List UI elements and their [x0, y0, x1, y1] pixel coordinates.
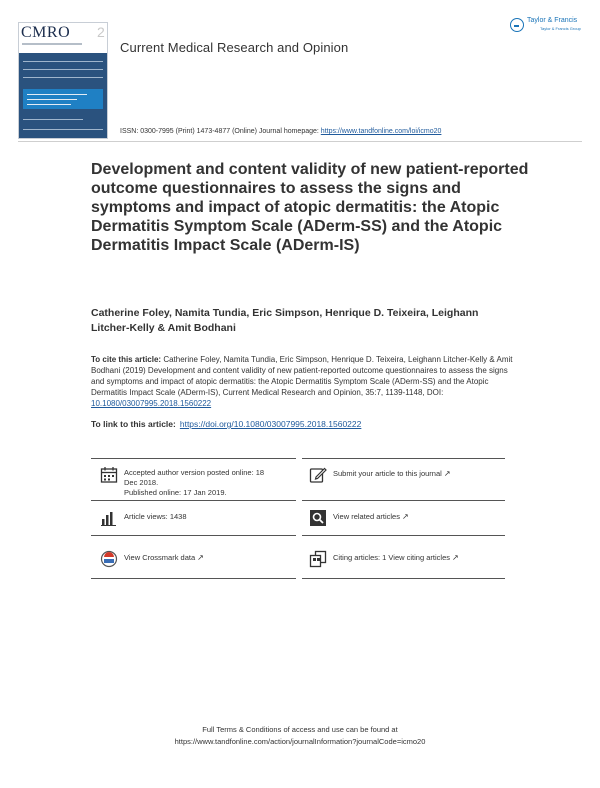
info-grid-line [302, 535, 505, 536]
submit-article-label [333, 469, 451, 479]
cover-rule [23, 77, 103, 78]
citing-articles-text: Citing articles: 1 View citing articles [333, 553, 450, 562]
journal-cover-image [18, 22, 108, 139]
bar-chart-icon [100, 509, 118, 527]
info-grid-line [91, 535, 296, 536]
crossmark-link[interactable] [100, 550, 296, 570]
citing-articles-link[interactable] [309, 550, 505, 570]
calendar-icon [100, 466, 118, 484]
publisher-subname: Taylor & Francis Group [540, 26, 581, 31]
cover-volume-number: 2 [97, 24, 105, 40]
crossmark-icon [100, 550, 118, 568]
citing-articles-label [333, 553, 459, 563]
crossmark-text: View Crossmark data [124, 553, 196, 562]
edit-icon [309, 466, 327, 484]
citation-text: Catherine Foley, Namita Tundia, Eric Simpson, Henrique D. Teixeira, Leighann Litcher-Kelly & Amit Bodhani (2019) Development and content validity of new patient-reported outcome questionnaires to assess the signs and symptoms and impact of atopic dermatitis: the Atopic Dermatitis Symptom Scale (ADerm-SS) and the Atopic Dermatitis Impact Scale (ADerm-IS), Current Medical Research and Opinion, 35:7, 1139-1148, DOI: [91, 355, 513, 397]
article-views-text: Article views: 1438 [124, 512, 187, 521]
accepted-date-cont: Dec 2018. [124, 478, 159, 487]
issn-text: ISSN: 0300-7995 (Print) 1473-4877 (Online) Journal homepage: [120, 128, 321, 135]
related-articles-label [333, 512, 409, 522]
info-grid-line [302, 578, 505, 579]
citing-articles-icon [309, 550, 327, 568]
header-divider [18, 141, 582, 142]
external-link-icon: ↗ [452, 553, 459, 562]
cover-logo: CMRO [21, 24, 71, 41]
cover-rule [23, 61, 103, 62]
external-link-icon: ↗ [443, 469, 451, 478]
article-authors: Catherine Foley, Namita Tundia, Eric Simpson, Henrique D. Teixeira, Leighann Litcher-Kelly & Amit Bodhani [91, 307, 479, 334]
search-document-icon [309, 509, 327, 527]
submit-article-text: Submit your article to this journal [333, 469, 442, 478]
info-grid-line [302, 458, 505, 459]
citation-block [91, 354, 521, 409]
cover-header [19, 23, 107, 53]
publisher-logo-icon [510, 18, 524, 32]
cover-subtitle-line [22, 43, 82, 45]
cover-text-line [27, 104, 71, 105]
cover-rule [23, 119, 83, 120]
publisher-name: Taylor & Francis [527, 17, 578, 24]
info-grid-line [91, 500, 296, 501]
article-link-line [91, 419, 361, 429]
external-link-icon: ↗ [197, 553, 204, 562]
article-doi-url-link[interactable]: https://doi.org/10.1080/03007995.2018.1560222 [179, 419, 362, 429]
related-articles-text: View related articles [333, 512, 400, 521]
published-date: Published online: 17 Jan 2019. [124, 488, 227, 497]
article-views [100, 509, 296, 529]
info-grid-line [91, 458, 296, 459]
journal-homepage-link[interactable]: https://www.tandfonline.com/loi/icmo20 [320, 128, 442, 135]
related-articles-link[interactable] [309, 509, 505, 529]
publisher-logo [510, 16, 586, 36]
info-grid-line [302, 500, 505, 501]
footer [0, 724, 600, 748]
article-link-label: To link to this article: [91, 419, 176, 429]
cover-rule [23, 129, 103, 130]
footer-terms: Full Terms & Conditions of access and use can be found at [202, 725, 398, 734]
cover-text-line [27, 99, 77, 100]
journal-title: Current Medical Research and Opinion [120, 40, 349, 55]
cover-text-line [27, 94, 87, 95]
publication-dates [100, 466, 296, 498]
citation-label: To cite this article: [91, 355, 162, 364]
submit-article-link[interactable] [309, 466, 505, 486]
dates-text [124, 468, 264, 498]
cover-rule [23, 69, 103, 70]
issn-line [120, 128, 441, 135]
citation-doi-link[interactable]: 10.1080/03007995.2018.1560222 [91, 399, 212, 408]
article-title: Development and content validity of new patient-reported outcome questionnaires to assess the signs and symptoms and impact of atopic dermatitis: the Atopic Dermatitis Symptom Scale (ADerm-SS) and the Atopic Dermatitis Impact Scale (ADerm-IS) [91, 161, 529, 254]
external-link-icon: ↗ [401, 512, 409, 521]
crossmark-label [124, 553, 204, 563]
info-grid-line [91, 578, 296, 579]
accepted-date: Accepted author version posted online: 18 [124, 468, 265, 477]
footer-terms-url[interactable]: https://www.tandfonline.com/action/journalInformation?journalCode=icmo20 [174, 737, 426, 746]
